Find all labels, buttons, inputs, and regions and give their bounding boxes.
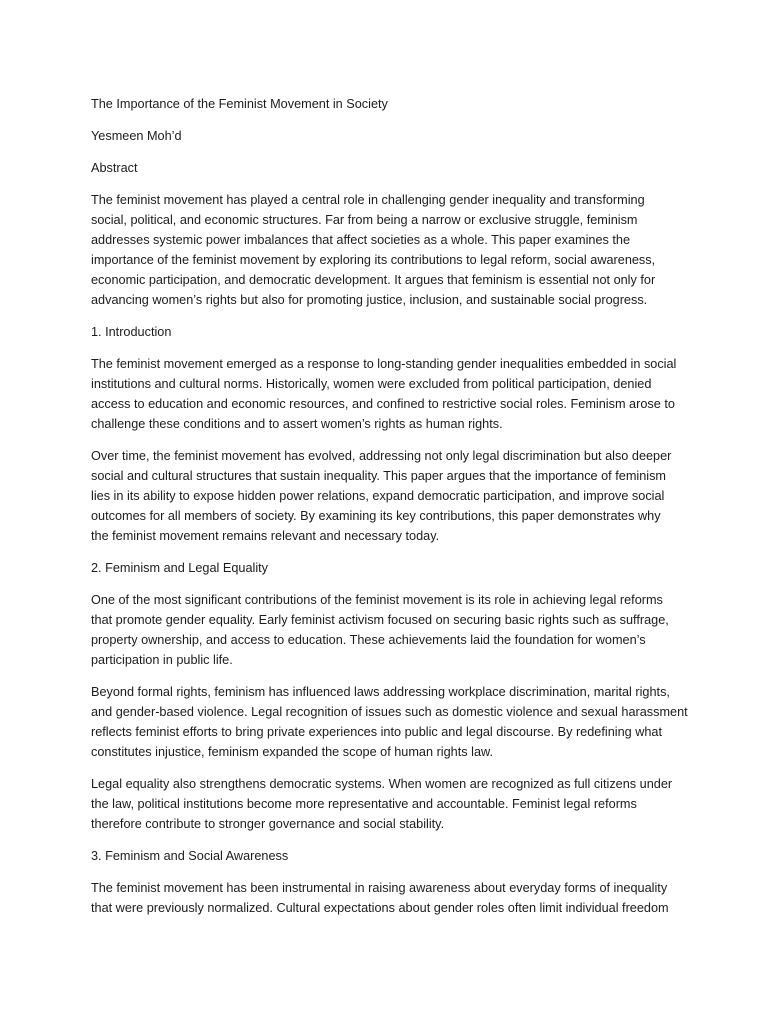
text-line: constitutes injustice, feminism expanded the scope of human rights law.	[91, 745, 493, 759]
text-line: Legal equality also strengthens democratic systems. When women are recognized as full citizens under	[91, 777, 673, 791]
section-heading-social-awareness: 3. Feminism and Social Awareness	[91, 849, 289, 863]
text-line: and gender-based violence. Legal recognition of issues such as domestic violence and sexual harassment	[91, 705, 688, 719]
document-title: The Importance of the Feminist Movement in Society	[91, 97, 388, 111]
text-line: Over time, the feminist movement has evolved, addressing not only legal discrimination but also deeper	[91, 449, 672, 463]
text-line: Beyond formal rights, feminism has influenced laws addressing workplace discrimination, marital rights,	[91, 685, 670, 699]
text-line: that were previously normalized. Cultural expectations about gender roles often limit individual freedom	[91, 901, 669, 915]
text-line: One of the most significant contributions of the feminist movement is its role in achieving legal reforms	[91, 593, 663, 607]
text-line: property ownership, and access to education. These achievements laid the foundation for women’s	[91, 633, 646, 647]
text-line: reflects feminist efforts to bring private experiences into public and legal discourse. By redefining what	[91, 725, 663, 739]
text-line: social, political, and economic structures. Far from being a narrow or exclusive struggle, feminism	[91, 213, 638, 227]
text-line: The feminist movement has played a central role in challenging gender inequality and transforming	[91, 193, 645, 207]
text-line: importance of the feminist movement by exploring its contributions to legal reform, social awareness,	[91, 253, 656, 267]
text-line: outcomes for all members of society. By examining its key contributions, this paper demonstrates why	[91, 509, 661, 523]
text-line: the feminist movement remains relevant and necessary today.	[91, 529, 440, 543]
text-line: The feminist movement has been instrumental in raising awareness about everyday forms of inequality	[91, 881, 668, 895]
text-line: institutions and cultural norms. Historically, women were excluded from political participation, denied	[91, 377, 652, 391]
text-line: advancing women’s rights but also for promoting justice, inclusion, and sustainable social progress.	[91, 293, 648, 307]
document-author: Yesmeen Moh’d	[91, 129, 182, 143]
text-line: challenge these conditions and to assert women’s rights as human rights.	[91, 417, 503, 431]
section-heading-introduction: 1. Introduction	[91, 325, 172, 339]
text-line: access to education and economic resources, and confined to restrictive social roles. Feminism arose to	[91, 397, 675, 411]
text-line: therefore contribute to stronger governance and social stability.	[91, 817, 445, 831]
introduction-paragraph-2	[91, 446, 688, 546]
text-line: The feminist movement emerged as a response to long-standing gender inequalities embedded in social	[91, 357, 677, 371]
section-heading-legal-equality: 2. Feminism and Legal Equality	[91, 561, 269, 575]
legal-equality-paragraph-2	[91, 682, 688, 762]
abstract-heading: Abstract	[91, 161, 138, 175]
text-line: economic participation, and democratic development. It argues that feminism is essential not only for	[91, 273, 656, 287]
text-line: social and cultural structures that sustain inequality. This paper argues that the importance of feminism	[91, 469, 666, 483]
legal-equality-paragraph-1	[91, 590, 688, 670]
text-line: that promote gender equality. Early feminist activism focused on securing basic rights such as suffrage,	[91, 613, 669, 627]
abstract-paragraph	[91, 190, 688, 310]
text-line: the law, political institutions become more representative and accountable. Feminist legal reforms	[91, 797, 637, 811]
text-line: addresses systemic power imbalances that affect societies as a whole. This paper examines the	[91, 233, 631, 247]
text-line: lies in its ability to expose hidden power relations, expand democratic participation, and improve social	[91, 489, 665, 503]
legal-equality-paragraph-3	[91, 774, 688, 834]
introduction-paragraph-1	[91, 354, 688, 434]
text-line: participation in public life.	[91, 653, 233, 667]
social-awareness-paragraph-1	[91, 878, 688, 918]
